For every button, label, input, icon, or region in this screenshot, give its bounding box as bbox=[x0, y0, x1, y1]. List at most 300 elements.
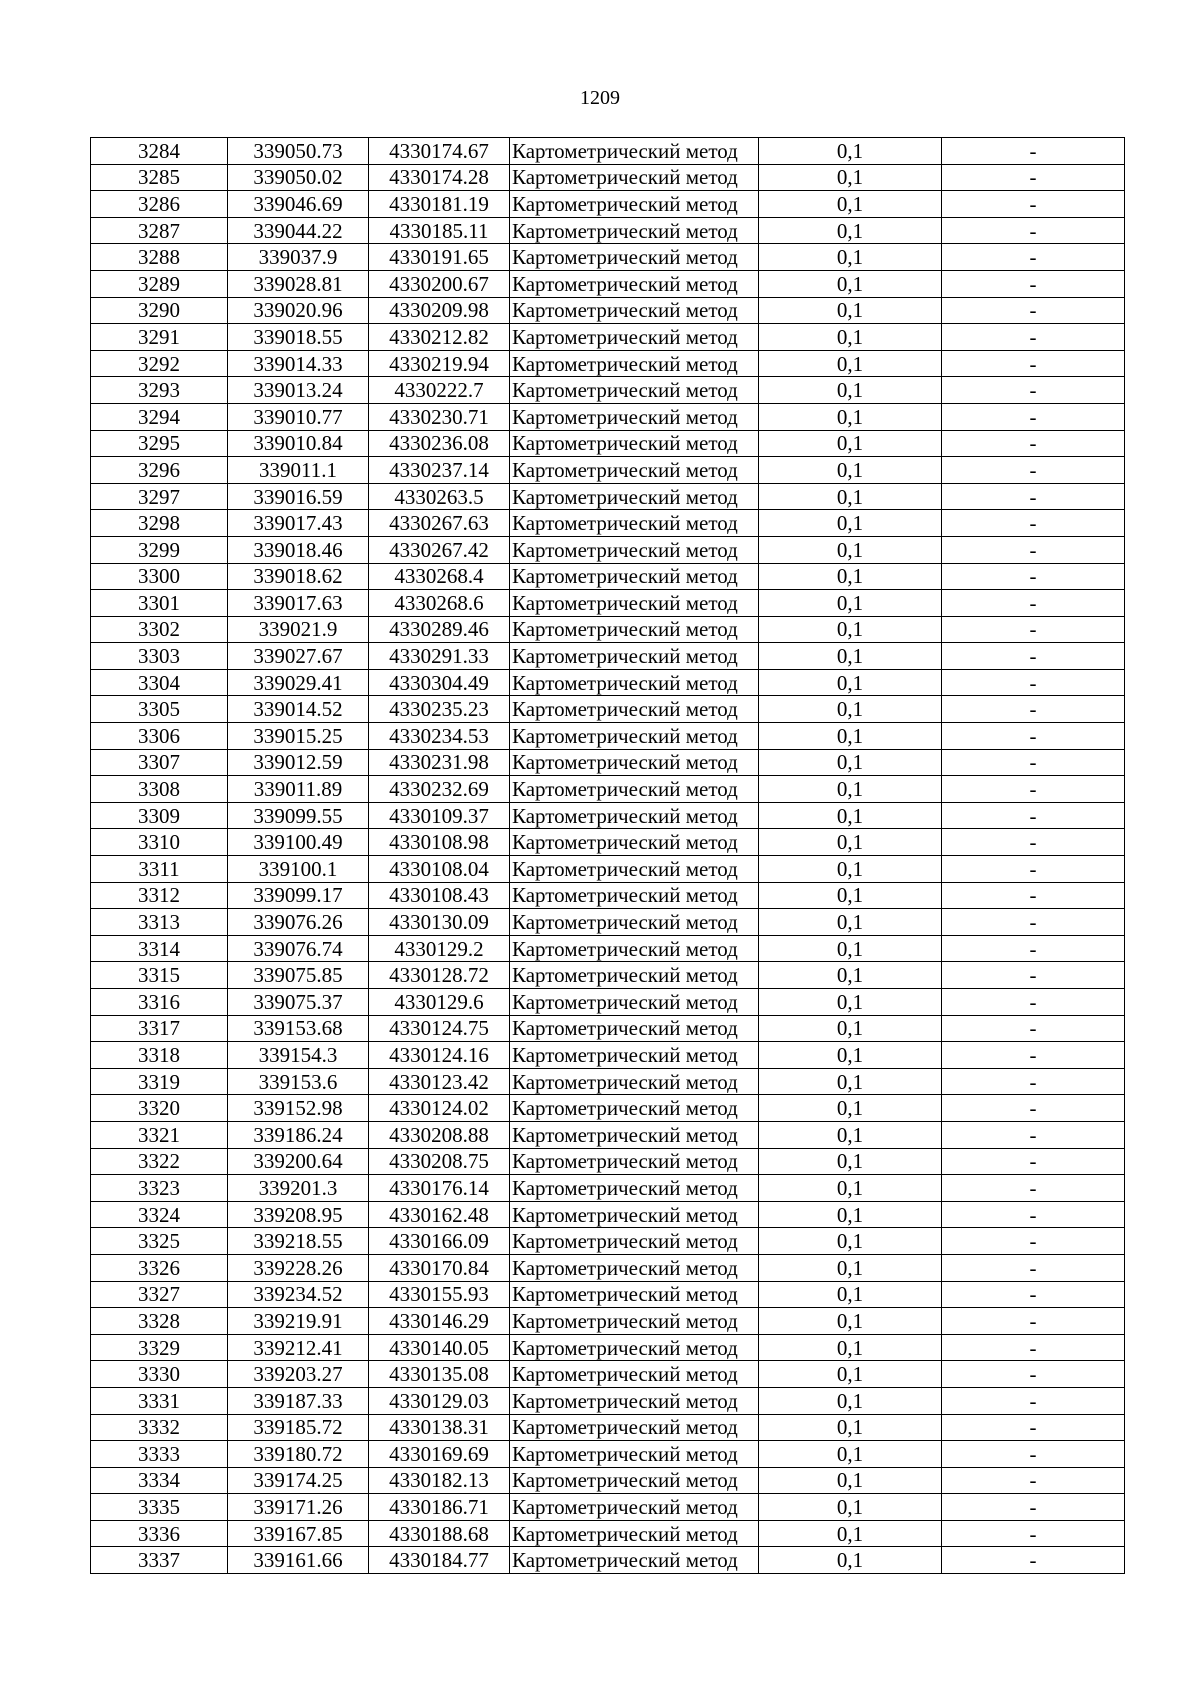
method-cell: Картометрический метод bbox=[510, 1042, 759, 1069]
y-coordinate-cell: 4330231.98 bbox=[369, 749, 510, 776]
accuracy-cell: 0,1 bbox=[759, 856, 942, 883]
method-cell: Картометрический метод bbox=[510, 1228, 759, 1255]
table-row bbox=[91, 270, 1125, 297]
point-number-cell: 3330 bbox=[91, 1361, 228, 1388]
x-coordinate-cell: 339017.43 bbox=[228, 510, 369, 537]
point-number-cell: 3310 bbox=[91, 829, 228, 856]
y-coordinate-cell: 4330146.29 bbox=[369, 1308, 510, 1335]
x-coordinate-cell: 339212.41 bbox=[228, 1334, 369, 1361]
point-number-cell: 3308 bbox=[91, 776, 228, 803]
table-row bbox=[91, 536, 1125, 563]
accuracy-cell: 0,1 bbox=[759, 1467, 942, 1494]
table-row bbox=[91, 1520, 1125, 1547]
description-cell: - bbox=[942, 616, 1125, 643]
table-row bbox=[91, 802, 1125, 829]
description-cell: - bbox=[942, 1068, 1125, 1095]
x-coordinate-cell: 339050.73 bbox=[228, 138, 369, 165]
description-cell: - bbox=[942, 164, 1125, 191]
table-row bbox=[91, 138, 1125, 165]
accuracy-cell: 0,1 bbox=[759, 1441, 942, 1468]
accuracy-cell: 0,1 bbox=[759, 723, 942, 750]
table-row bbox=[91, 350, 1125, 377]
method-cell: Картометрический метод bbox=[510, 1547, 759, 1574]
x-coordinate-cell: 339167.85 bbox=[228, 1520, 369, 1547]
accuracy-cell: 0,1 bbox=[759, 1494, 942, 1521]
description-cell: - bbox=[942, 324, 1125, 351]
x-coordinate-cell: 339201.3 bbox=[228, 1175, 369, 1202]
point-number-cell: 3317 bbox=[91, 1015, 228, 1042]
table-row bbox=[91, 1201, 1125, 1228]
y-coordinate-cell: 4330181.19 bbox=[369, 191, 510, 218]
table-row bbox=[91, 164, 1125, 191]
method-cell: Картометрический метод bbox=[510, 723, 759, 750]
description-cell: - bbox=[942, 270, 1125, 297]
point-number-cell: 3336 bbox=[91, 1520, 228, 1547]
description-cell: - bbox=[942, 1175, 1125, 1202]
method-cell: Картометрический метод bbox=[510, 297, 759, 324]
point-number-cell: 3303 bbox=[91, 643, 228, 670]
y-coordinate-cell: 4330124.75 bbox=[369, 1015, 510, 1042]
page-number: 1209 bbox=[580, 87, 620, 109]
x-coordinate-cell: 339076.74 bbox=[228, 935, 369, 962]
point-number-cell: 3321 bbox=[91, 1121, 228, 1148]
table-row bbox=[91, 563, 1125, 590]
method-cell: Картометрический метод bbox=[510, 324, 759, 351]
table-row bbox=[91, 696, 1125, 723]
description-cell: - bbox=[942, 430, 1125, 457]
point-number-cell: 3293 bbox=[91, 377, 228, 404]
point-number-cell: 3314 bbox=[91, 935, 228, 962]
point-number-cell: 3290 bbox=[91, 297, 228, 324]
point-number-cell: 3320 bbox=[91, 1095, 228, 1122]
table-row bbox=[91, 1467, 1125, 1494]
description-cell: - bbox=[942, 1387, 1125, 1414]
method-cell: Картометрический метод bbox=[510, 430, 759, 457]
accuracy-cell: 0,1 bbox=[759, 403, 942, 430]
point-number-cell: 3327 bbox=[91, 1281, 228, 1308]
accuracy-cell: 0,1 bbox=[759, 643, 942, 670]
x-coordinate-cell: 339099.17 bbox=[228, 882, 369, 909]
accuracy-cell: 0,1 bbox=[759, 882, 942, 909]
table-row bbox=[91, 989, 1125, 1016]
method-cell: Картометрический метод bbox=[510, 483, 759, 510]
accuracy-cell: 0,1 bbox=[759, 1387, 942, 1414]
point-number-cell: 3292 bbox=[91, 350, 228, 377]
method-cell: Картометрический метод bbox=[510, 856, 759, 883]
description-cell: - bbox=[942, 191, 1125, 218]
point-number-cell: 3333 bbox=[91, 1441, 228, 1468]
x-coordinate-cell: 339185.72 bbox=[228, 1414, 369, 1441]
y-coordinate-cell: 4330236.08 bbox=[369, 430, 510, 457]
point-number-cell: 3300 bbox=[91, 563, 228, 590]
description-cell: - bbox=[942, 536, 1125, 563]
description-cell: - bbox=[942, 1042, 1125, 1069]
table-row bbox=[91, 1334, 1125, 1361]
y-coordinate-cell: 4330208.75 bbox=[369, 1148, 510, 1175]
x-coordinate-cell: 339021.9 bbox=[228, 616, 369, 643]
method-cell: Картометрический метод bbox=[510, 1334, 759, 1361]
method-cell: Картометрический метод bbox=[510, 962, 759, 989]
x-coordinate-cell: 339228.26 bbox=[228, 1254, 369, 1281]
method-cell: Картометрический метод bbox=[510, 1148, 759, 1175]
y-coordinate-cell: 4330209.98 bbox=[369, 297, 510, 324]
description-cell: - bbox=[942, 483, 1125, 510]
x-coordinate-cell: 339219.91 bbox=[228, 1308, 369, 1335]
description-cell: - bbox=[942, 829, 1125, 856]
x-coordinate-cell: 339010.77 bbox=[228, 403, 369, 430]
description-cell: - bbox=[942, 563, 1125, 590]
point-number-cell: 3285 bbox=[91, 164, 228, 191]
accuracy-cell: 0,1 bbox=[759, 616, 942, 643]
x-coordinate-cell: 339161.66 bbox=[228, 1547, 369, 1574]
point-number-cell: 3323 bbox=[91, 1175, 228, 1202]
method-cell: Картометрический метод bbox=[510, 935, 759, 962]
y-coordinate-cell: 4330169.69 bbox=[369, 1441, 510, 1468]
method-cell: Картометрический метод bbox=[510, 1121, 759, 1148]
y-coordinate-cell: 4330109.37 bbox=[369, 802, 510, 829]
x-coordinate-cell: 339012.59 bbox=[228, 749, 369, 776]
point-number-cell: 3312 bbox=[91, 882, 228, 909]
table-row bbox=[91, 1042, 1125, 1069]
accuracy-cell: 0,1 bbox=[759, 430, 942, 457]
table-row bbox=[91, 776, 1125, 803]
x-coordinate-cell: 339075.37 bbox=[228, 989, 369, 1016]
description-cell: - bbox=[942, 802, 1125, 829]
point-number-cell: 3313 bbox=[91, 909, 228, 936]
accuracy-cell: 0,1 bbox=[759, 324, 942, 351]
table-row bbox=[91, 829, 1125, 856]
x-coordinate-cell: 339011.1 bbox=[228, 457, 369, 484]
x-coordinate-cell: 339018.55 bbox=[228, 324, 369, 351]
table-row bbox=[91, 1308, 1125, 1335]
method-cell: Картометрический метод bbox=[510, 563, 759, 590]
y-coordinate-cell: 4330108.04 bbox=[369, 856, 510, 883]
description-cell: - bbox=[942, 1520, 1125, 1547]
table-row bbox=[91, 1281, 1125, 1308]
y-coordinate-cell: 4330188.68 bbox=[369, 1520, 510, 1547]
description-cell: - bbox=[942, 350, 1125, 377]
method-cell: Картометрический метод bbox=[510, 1387, 759, 1414]
y-coordinate-cell: 4330124.16 bbox=[369, 1042, 510, 1069]
accuracy-cell: 0,1 bbox=[759, 1334, 942, 1361]
point-number-cell: 3295 bbox=[91, 430, 228, 457]
point-number-cell: 3315 bbox=[91, 962, 228, 989]
point-number-cell: 3288 bbox=[91, 244, 228, 271]
accuracy-cell: 0,1 bbox=[759, 270, 942, 297]
x-coordinate-cell: 339200.64 bbox=[228, 1148, 369, 1175]
point-number-cell: 3325 bbox=[91, 1228, 228, 1255]
x-coordinate-cell: 339029.41 bbox=[228, 669, 369, 696]
method-cell: Картометрический метод bbox=[510, 1308, 759, 1335]
accuracy-cell: 0,1 bbox=[759, 1148, 942, 1175]
point-number-cell: 3326 bbox=[91, 1254, 228, 1281]
accuracy-cell: 0,1 bbox=[759, 1228, 942, 1255]
table-row bbox=[91, 217, 1125, 244]
accuracy-cell: 0,1 bbox=[759, 1547, 942, 1574]
description-cell: - bbox=[942, 1467, 1125, 1494]
point-number-cell: 3302 bbox=[91, 616, 228, 643]
point-number-cell: 3298 bbox=[91, 510, 228, 537]
method-cell: Картометрический метод bbox=[510, 1281, 759, 1308]
description-cell: - bbox=[942, 1414, 1125, 1441]
y-coordinate-cell: 4330124.02 bbox=[369, 1095, 510, 1122]
method-cell: Картометрический метод bbox=[510, 1201, 759, 1228]
point-number-cell: 3301 bbox=[91, 590, 228, 617]
accuracy-cell: 0,1 bbox=[759, 1281, 942, 1308]
y-coordinate-cell: 4330191.65 bbox=[369, 244, 510, 271]
y-coordinate-cell: 4330162.48 bbox=[369, 1201, 510, 1228]
accuracy-cell: 0,1 bbox=[759, 377, 942, 404]
point-number-cell: 3305 bbox=[91, 696, 228, 723]
y-coordinate-cell: 4330170.84 bbox=[369, 1254, 510, 1281]
method-cell: Картометрический метод bbox=[510, 696, 759, 723]
table-row bbox=[91, 616, 1125, 643]
point-number-cell: 3291 bbox=[91, 324, 228, 351]
x-coordinate-cell: 339044.22 bbox=[228, 217, 369, 244]
accuracy-cell: 0,1 bbox=[759, 1121, 942, 1148]
description-cell: - bbox=[942, 1441, 1125, 1468]
method-cell: Картометрический метод bbox=[510, 829, 759, 856]
table-row bbox=[91, 723, 1125, 750]
point-number-cell: 3328 bbox=[91, 1308, 228, 1335]
table-row bbox=[91, 1547, 1125, 1574]
y-coordinate-cell: 4330182.13 bbox=[369, 1467, 510, 1494]
description-cell: - bbox=[942, 1281, 1125, 1308]
method-cell: Картометрический метод bbox=[510, 1441, 759, 1468]
description-cell: - bbox=[942, 1494, 1125, 1521]
x-coordinate-cell: 339014.33 bbox=[228, 350, 369, 377]
x-coordinate-cell: 339018.62 bbox=[228, 563, 369, 590]
table-row bbox=[91, 377, 1125, 404]
accuracy-cell: 0,1 bbox=[759, 217, 942, 244]
description-cell: - bbox=[942, 909, 1125, 936]
x-coordinate-cell: 339015.25 bbox=[228, 723, 369, 750]
x-coordinate-cell: 339017.63 bbox=[228, 590, 369, 617]
x-coordinate-cell: 339076.26 bbox=[228, 909, 369, 936]
y-coordinate-cell: 4330230.71 bbox=[369, 403, 510, 430]
point-number-cell: 3319 bbox=[91, 1068, 228, 1095]
accuracy-cell: 0,1 bbox=[759, 483, 942, 510]
method-cell: Картометрический метод bbox=[510, 1175, 759, 1202]
description-cell: - bbox=[942, 749, 1125, 776]
point-number-cell: 3297 bbox=[91, 483, 228, 510]
description-cell: - bbox=[942, 457, 1125, 484]
table-row bbox=[91, 1228, 1125, 1255]
accuracy-cell: 0,1 bbox=[759, 563, 942, 590]
x-coordinate-cell: 339174.25 bbox=[228, 1467, 369, 1494]
description-cell: - bbox=[942, 138, 1125, 165]
point-number-cell: 3316 bbox=[91, 989, 228, 1016]
point-number-cell: 3306 bbox=[91, 723, 228, 750]
point-number-cell: 3284 bbox=[91, 138, 228, 165]
y-coordinate-cell: 4330140.05 bbox=[369, 1334, 510, 1361]
x-coordinate-cell: 339153.68 bbox=[228, 1015, 369, 1042]
table-row bbox=[91, 1068, 1125, 1095]
accuracy-cell: 0,1 bbox=[759, 1254, 942, 1281]
y-coordinate-cell: 4330174.67 bbox=[369, 138, 510, 165]
x-coordinate-cell: 339154.3 bbox=[228, 1042, 369, 1069]
table-row bbox=[91, 856, 1125, 883]
accuracy-cell: 0,1 bbox=[759, 776, 942, 803]
method-cell: Картометрический метод bbox=[510, 536, 759, 563]
table-row bbox=[91, 1387, 1125, 1414]
x-coordinate-cell: 339010.84 bbox=[228, 430, 369, 457]
x-coordinate-cell: 339013.24 bbox=[228, 377, 369, 404]
x-coordinate-cell: 339218.55 bbox=[228, 1228, 369, 1255]
accuracy-cell: 0,1 bbox=[759, 669, 942, 696]
description-cell: - bbox=[942, 1095, 1125, 1122]
method-cell: Картометрический метод bbox=[510, 377, 759, 404]
y-coordinate-cell: 4330130.09 bbox=[369, 909, 510, 936]
y-coordinate-cell: 4330212.82 bbox=[369, 324, 510, 351]
table-row bbox=[91, 403, 1125, 430]
description-cell: - bbox=[942, 590, 1125, 617]
y-coordinate-cell: 4330234.53 bbox=[369, 723, 510, 750]
description-cell: - bbox=[942, 1254, 1125, 1281]
method-cell: Картометрический метод bbox=[510, 138, 759, 165]
method-cell: Картометрический метод bbox=[510, 1015, 759, 1042]
description-cell: - bbox=[942, 1547, 1125, 1574]
x-coordinate-cell: 339186.24 bbox=[228, 1121, 369, 1148]
description-cell: - bbox=[942, 723, 1125, 750]
accuracy-cell: 0,1 bbox=[759, 350, 942, 377]
method-cell: Картометрический метод bbox=[510, 457, 759, 484]
x-coordinate-cell: 339208.95 bbox=[228, 1201, 369, 1228]
x-coordinate-cell: 339050.02 bbox=[228, 164, 369, 191]
table-row bbox=[91, 962, 1125, 989]
table-row bbox=[91, 191, 1125, 218]
accuracy-cell: 0,1 bbox=[759, 164, 942, 191]
y-coordinate-cell: 4330123.42 bbox=[369, 1068, 510, 1095]
table-row bbox=[91, 1254, 1125, 1281]
accuracy-cell: 0,1 bbox=[759, 696, 942, 723]
x-coordinate-cell: 339046.69 bbox=[228, 191, 369, 218]
table-row bbox=[91, 1361, 1125, 1388]
y-coordinate-cell: 4330208.88 bbox=[369, 1121, 510, 1148]
method-cell: Картометрический метод bbox=[510, 616, 759, 643]
y-coordinate-cell: 4330184.77 bbox=[369, 1547, 510, 1574]
x-coordinate-cell: 339014.52 bbox=[228, 696, 369, 723]
accuracy-cell: 0,1 bbox=[759, 1015, 942, 1042]
table-row bbox=[91, 749, 1125, 776]
method-cell: Картометрический метод bbox=[510, 1467, 759, 1494]
table-row bbox=[91, 510, 1125, 537]
accuracy-cell: 0,1 bbox=[759, 749, 942, 776]
method-cell: Картометрический метод bbox=[510, 749, 759, 776]
description-cell: - bbox=[942, 1121, 1125, 1148]
description-cell: - bbox=[942, 1015, 1125, 1042]
accuracy-cell: 0,1 bbox=[759, 1095, 942, 1122]
table-row bbox=[91, 882, 1125, 909]
x-coordinate-cell: 339018.46 bbox=[228, 536, 369, 563]
y-coordinate-cell: 4330237.14 bbox=[369, 457, 510, 484]
y-coordinate-cell: 4330155.93 bbox=[369, 1281, 510, 1308]
point-number-cell: 3304 bbox=[91, 669, 228, 696]
y-coordinate-cell: 4330304.49 bbox=[369, 669, 510, 696]
table-row bbox=[91, 430, 1125, 457]
accuracy-cell: 0,1 bbox=[759, 1414, 942, 1441]
description-cell: - bbox=[942, 217, 1125, 244]
accuracy-cell: 0,1 bbox=[759, 1520, 942, 1547]
description-cell: - bbox=[942, 1201, 1125, 1228]
description-cell: - bbox=[942, 1228, 1125, 1255]
y-coordinate-cell: 4330108.43 bbox=[369, 882, 510, 909]
method-cell: Картометрический метод bbox=[510, 776, 759, 803]
point-number-cell: 3299 bbox=[91, 536, 228, 563]
method-cell: Картометрический метод bbox=[510, 989, 759, 1016]
table-row bbox=[91, 643, 1125, 670]
point-number-cell: 3309 bbox=[91, 802, 228, 829]
description-cell: - bbox=[942, 510, 1125, 537]
description-cell: - bbox=[942, 882, 1125, 909]
table-row bbox=[91, 1441, 1125, 1468]
y-coordinate-cell: 4330200.67 bbox=[369, 270, 510, 297]
method-cell: Картометрический метод bbox=[510, 909, 759, 936]
table-row bbox=[91, 669, 1125, 696]
point-number-cell: 3289 bbox=[91, 270, 228, 297]
accuracy-cell: 0,1 bbox=[759, 244, 942, 271]
y-coordinate-cell: 4330291.33 bbox=[369, 643, 510, 670]
method-cell: Картометрический метод bbox=[510, 882, 759, 909]
y-coordinate-cell: 4330186.71 bbox=[369, 1494, 510, 1521]
x-coordinate-cell: 339037.9 bbox=[228, 244, 369, 271]
x-coordinate-cell: 339020.96 bbox=[228, 297, 369, 324]
description-cell: - bbox=[942, 643, 1125, 670]
description-cell: - bbox=[942, 1361, 1125, 1388]
table-row bbox=[91, 1494, 1125, 1521]
method-cell: Картометрический метод bbox=[510, 191, 759, 218]
y-coordinate-cell: 4330129.6 bbox=[369, 989, 510, 1016]
x-coordinate-cell: 339234.52 bbox=[228, 1281, 369, 1308]
x-coordinate-cell: 339016.59 bbox=[228, 483, 369, 510]
method-cell: Картометрический метод bbox=[510, 1361, 759, 1388]
description-cell: - bbox=[942, 403, 1125, 430]
accuracy-cell: 0,1 bbox=[759, 802, 942, 829]
point-number-cell: 3286 bbox=[91, 191, 228, 218]
y-coordinate-cell: 4330235.23 bbox=[369, 696, 510, 723]
x-coordinate-cell: 339180.72 bbox=[228, 1441, 369, 1468]
accuracy-cell: 0,1 bbox=[759, 457, 942, 484]
method-cell: Картометрический метод bbox=[510, 1095, 759, 1122]
method-cell: Картометрический метод bbox=[510, 802, 759, 829]
y-coordinate-cell: 4330166.09 bbox=[369, 1228, 510, 1255]
accuracy-cell: 0,1 bbox=[759, 1308, 942, 1335]
accuracy-cell: 0,1 bbox=[759, 989, 942, 1016]
description-cell: - bbox=[942, 776, 1125, 803]
y-coordinate-cell: 4330268.4 bbox=[369, 563, 510, 590]
method-cell: Картометрический метод bbox=[510, 1068, 759, 1095]
method-cell: Картометрический метод bbox=[510, 510, 759, 537]
description-cell: - bbox=[942, 962, 1125, 989]
table-row bbox=[91, 1175, 1125, 1202]
coordinates-table bbox=[90, 137, 1125, 1574]
y-coordinate-cell: 4330267.42 bbox=[369, 536, 510, 563]
accuracy-cell: 0,1 bbox=[759, 1361, 942, 1388]
x-coordinate-cell: 339100.49 bbox=[228, 829, 369, 856]
table-row bbox=[91, 457, 1125, 484]
x-coordinate-cell: 339075.85 bbox=[228, 962, 369, 989]
accuracy-cell: 0,1 bbox=[759, 962, 942, 989]
x-coordinate-cell: 339203.27 bbox=[228, 1361, 369, 1388]
description-cell: - bbox=[942, 856, 1125, 883]
method-cell: Картометрический метод bbox=[510, 164, 759, 191]
table-row bbox=[91, 590, 1125, 617]
y-coordinate-cell: 4330129.03 bbox=[369, 1387, 510, 1414]
accuracy-cell: 0,1 bbox=[759, 935, 942, 962]
point-number-cell: 3335 bbox=[91, 1494, 228, 1521]
point-number-cell: 3296 bbox=[91, 457, 228, 484]
accuracy-cell: 0,1 bbox=[759, 909, 942, 936]
